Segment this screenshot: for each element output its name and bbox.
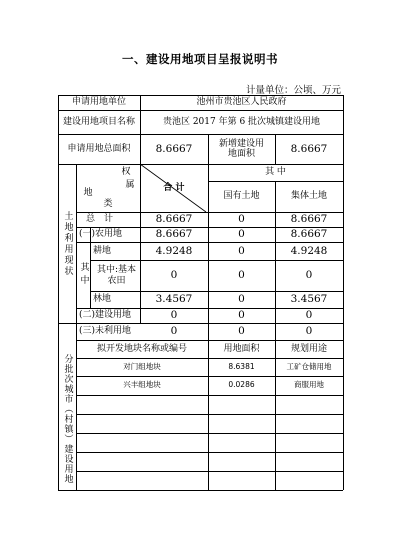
cell-basic-farmland-collective: 0	[305, 269, 313, 282]
new-area-label: 新增建设用地面积	[218, 138, 264, 159]
cell-forest-sum: 3.4567	[155, 293, 193, 306]
plots-side-label	[58, 323, 76, 490]
cell-basic-farmland-sum: 0	[170, 269, 178, 282]
cell-agri-state: 0	[238, 228, 245, 241]
cell-unused-sum: 0	[170, 325, 178, 338]
plot-row-2-name: 兴丰组地块	[123, 380, 161, 390]
document-title: 一、建设用地项目呈报说明书	[122, 52, 278, 66]
row-label-basic-farmland: 其中:基本农田	[96, 264, 137, 286]
cell-unused-collective: 0	[305, 325, 313, 338]
plots-side-text: 分批次城市（村镇）建设用地	[62, 353, 73, 484]
applicant-value: 池州市贵池区人民政府	[196, 97, 287, 108]
total-area-label: 申请用地总面积	[67, 143, 131, 154]
project-value: 贵池区 2017 年第 6 批次城镇建设用地	[162, 116, 321, 127]
header-collective-land: 集体土地	[290, 191, 327, 202]
cell-agri-sum: 8.6667	[155, 228, 193, 241]
cell-arable-collective: 4.9248	[290, 244, 328, 257]
plots-header-name: 拟开发地块名称或编号	[96, 343, 187, 354]
cell-total-sum: 8.6667	[155, 213, 193, 226]
cell-agri-collective: 8.6667	[290, 228, 328, 241]
row-label-forest: 林地	[93, 294, 112, 305]
plot-row-1-name: 对门组地块	[123, 361, 161, 371]
cell-forest-collective: 3.4567	[290, 293, 328, 306]
cell-basic-farmland-state: 0	[238, 269, 245, 282]
row-label-unused: (三)未利用地	[79, 326, 132, 337]
cell-arable-sum: 4.9248	[155, 244, 193, 257]
qizhong-side-label	[76, 242, 90, 308]
plot-row-2-area: 0.0286	[228, 380, 255, 390]
row-label-construction: (二)建设用地	[79, 310, 132, 321]
header-shu: 属	[125, 179, 135, 190]
cell-unused-state: 0	[238, 325, 245, 338]
new-area-value: 8.6667	[290, 142, 328, 155]
cell-total-collective: 8.6667	[290, 213, 328, 226]
header-di: 地	[83, 187, 93, 198]
header-total: 合 计	[163, 182, 185, 193]
header-qizhong: 其 中	[265, 167, 286, 178]
plot-row-1-area: 8.6381	[228, 361, 255, 371]
unit-note: 计量单位：公顷、万元	[245, 85, 341, 96]
applicant-label: 申请用地单位	[71, 97, 126, 108]
plot-row-1-use: 工矿仓储用地	[286, 361, 332, 371]
total-area-value: 8.6667	[155, 142, 193, 155]
cell-total-state: 0	[238, 213, 245, 226]
cell-arable-state: 0	[238, 244, 245, 257]
cell-construction-collective: 0	[305, 309, 313, 322]
header-lei: 类	[103, 198, 113, 209]
header-quan: 权	[121, 166, 131, 177]
plots-header-use: 规划用途	[290, 343, 327, 354]
cell-construction-sum: 0	[170, 309, 178, 322]
row-label-agri: (一)农用地	[79, 229, 123, 240]
qizhong-side-text: 其中	[78, 262, 89, 288]
plot-row-2-use: 商服用地	[294, 380, 324, 390]
row-label-total: 总 计	[86, 214, 114, 225]
plots-header-area: 用地面积	[223, 343, 260, 354]
row-label-arable: 耕地	[93, 245, 112, 256]
land-use-side-label	[58, 164, 76, 323]
land-use-side-text: 土地利用现状	[62, 210, 73, 277]
header-state-land: 国有土地	[223, 191, 260, 202]
cell-construction-state: 0	[238, 309, 245, 322]
cell-forest-state: 0	[238, 293, 245, 306]
project-label: 建设用地项目名称	[62, 116, 135, 127]
